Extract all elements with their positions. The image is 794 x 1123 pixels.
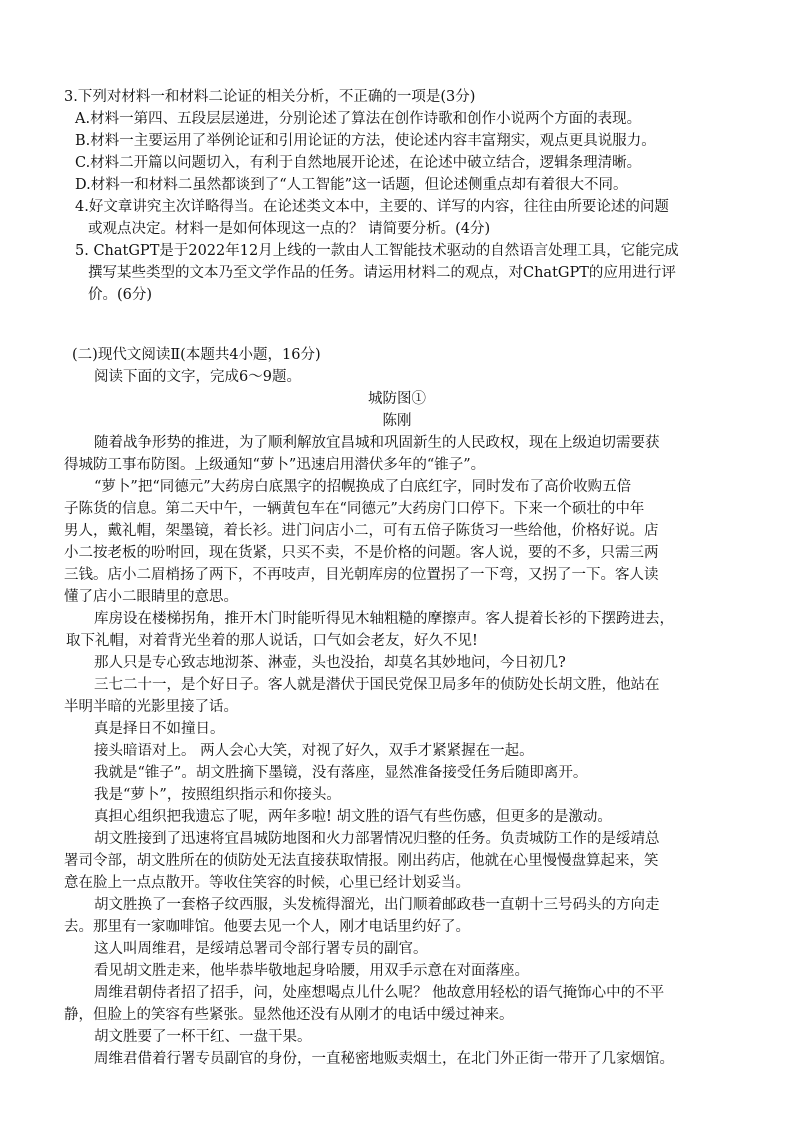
story-line: 三钱。店小二眉梢扬了两下，不再吱声，目光朝库房的位置拐了一下弯，又拐了一下。客人读 — [64, 567, 659, 583]
story-line: 真是择日不如撞日。 — [94, 721, 225, 737]
question-5-line-1: 5. ChatGPT是于2022年12月上线的一款由人工智能技术驱动的自然语言处理工具，它能完成 — [75, 243, 679, 259]
story-line: 半明半暗的光影里接了话。 — [64, 699, 238, 715]
story-line: 子陈货的信息。第二天中午，一辆黄包车在“同德元”大药房门口停下。下来一个硕壮的中年 — [64, 501, 645, 517]
story-line: 我是“萝卜”，按照组织指示和你接头。 — [94, 787, 341, 803]
story-line: 随着战争形势的推进，为了顺利解放宜昌城和巩固新生的人民政权，现在上级迫切需要获 — [94, 435, 660, 451]
story-line: 意在脸上一点点散开。等收住笑容的时候，心里已经计划妥当。 — [64, 875, 470, 891]
option-d: D.材料一和材料二虽然都谈到了“人工智能”这一话题，但论述侧重点却有着很大不同。 — [75, 177, 628, 193]
story-title: 城防图① — [368, 391, 426, 407]
question-4-line-2: 或观点决定。材料一是如何体现这一点的？ 请简要分析。(4分) — [88, 221, 491, 237]
story-author: 陈刚 — [382, 413, 412, 429]
question-3-stem: 3.下列对材料一和材料二论证的相关分析，不正确的一项是(3分) — [64, 89, 476, 105]
story-line: 懂了店小二眼睛里的意思。 — [64, 589, 238, 605]
story-line: 取下礼帽，对着背光坐着的那人说话，口气如会老友，好久不见! — [66, 633, 478, 649]
story-line: 我就是“锥子”。胡文胜摘下墨镜，没有落座，显然准备接受任务后随即离开。 — [94, 765, 588, 781]
story-line: 胡文胜换了一套格子纹西服，头发梳得溜光，出门顺着邮政巷一直朝十三号码头的方向走 — [94, 897, 660, 913]
story-line: 胡文胜接到了迅速将宜昌城防地图和火力部署情况归整的任务。负责城防工作的是绥靖总 — [94, 831, 660, 847]
option-a: A.材料一第四、五段层层递进，分别论述了算法在创作诗歌和创作小说两个方面的表现。 — [75, 111, 642, 127]
story-line: 三七二十一，是个好日子。客人就是潜伏于国民党保卫局多年的侦防处长胡文胜，他站在 — [94, 677, 660, 693]
story-line: 那人只是专心致志地沏茶、淋壶，头也没抬，却莫名其妙地问，今日初几? — [94, 655, 566, 671]
story-line: 周维君朝侍者招了招手，问，处座想喝点儿什么呢？ 他故意用轻松的语气掩饰心中的不平 — [94, 985, 665, 1001]
story-line: 库房设在楼梯拐角，推开木门时能听得见木轴粗糙的摩擦声。客人提着长衫的下摆跨进去， — [94, 611, 674, 627]
story-line: 去。那里有一家咖啡馆。他要去见一个人，刚才电话里约好了。 — [64, 919, 470, 935]
story-line: 真担心组织把我遗忘了呢，两年多啦! 胡文胜的语气有些伤感，但更多的是激动。 — [94, 809, 612, 825]
story-line: 男人，戴礼帽，架墨镜，着长衫。进门问店小二，可有五倍子陈货习一些给他，价格好说。店 — [64, 523, 659, 539]
question-4-line-1: 4.好文章讲究主次详略得当。在论述类文本中，主要的、详写的内容，往往由所要论述的问题 — [75, 199, 669, 215]
story-line: 胡文胜要了一杯干红、一盘干果。 — [94, 1029, 312, 1045]
story-line: 署司令部，胡文胜所在的侦防处无法直接获取情报。刚出药店，他就在心里慢慢盘算起来，笑 — [64, 853, 659, 869]
story-line: 接头暗语对上。 两人会心大笑，对视了好久，双手才紧紧握在一起。 — [94, 743, 534, 759]
story-line: 周维君借着行署专员副官的身份，一直秘密地贩卖烟土，在北门外正街一带开了几家烟馆。 — [94, 1051, 674, 1067]
question-5-line-2: 撰写某些类型的文本乃至文学作品的任务。请运用材料二的观点，对ChatGPT的应用进行评 — [88, 265, 676, 281]
story-line: “萝卜”把“同德元”大药房白底黑字的招幌换成了白底红字，同时发布了高价收购五倍 — [94, 479, 632, 495]
section-instruction: 阅读下面的文字，完成6～9题。 — [94, 369, 301, 385]
option-b: B.材料一主要运用了举例论证和引用论证的方法，使论述内容丰富翔实，观点更具说服力。 — [75, 133, 656, 149]
story-line: 静，但脸上的笑容有些紧张。显然他还没有从刚才的电话中缓过神来。 — [64, 1007, 514, 1023]
option-c: C.材料二开篇以问题切入，有利于自然地展开论述，在论述中破立结合，逻辑条理清晰。 — [75, 155, 642, 171]
question-5-line-3: 价。(6分) — [88, 287, 153, 303]
story-line: 这人叫周维君，是绥靖总署司令部行署专员的副官。 — [94, 941, 428, 957]
section-heading: (二)现代文阅读Ⅱ(本题共4小题，16分) — [72, 347, 321, 363]
story-line: 小二按老板的吩咐回，现在货紧，只买不卖，不是价格的问题。客人说，要的不多，只需三两 — [64, 545, 659, 561]
story-line: 得城防工事布防图。上级通知“萝卜”迅速启用潜伏多年的“锥子”。 — [64, 457, 486, 473]
story-line: 看见胡文胜走来，他毕恭毕敬地起身哈腰，用双手示意在对面落座。 — [94, 963, 529, 979]
